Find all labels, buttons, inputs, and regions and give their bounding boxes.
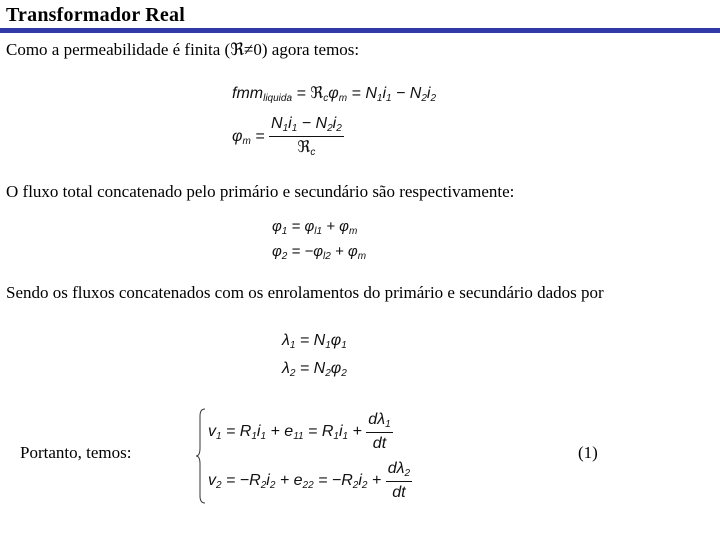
equation-phi2: $\varphi_2 = -\varphi_{l2} + \varphi_m$ [272, 243, 367, 262]
equation-fmm: $fmm_{liquida} = ℜ_c\varphi_m = N_1i_1 - N_2i_2$ [232, 85, 437, 104]
linkage-text: Sendo os fluxos concatenados com os enrolamentos do primário e secundário dados por [6, 283, 604, 302]
equation-lambda2: $\lambda_2 = N_2\varphi_2$ [282, 360, 347, 379]
equation-lambda1: $\lambda_1 = N_1\varphi_1$ [282, 332, 347, 351]
system-brace [196, 408, 206, 504]
intro-text: Como a permeabilidade é finita (ℜ≠0) agora temos: [6, 40, 360, 59]
equation-v1: $v_1 = R_1i_1 + e_{11} = R_1i_1$ + $\frac{d\lambda_1}{dt}$ [208, 411, 391, 452]
title-underline [0, 28, 720, 33]
equation-number: (1) [578, 443, 598, 462]
equation-v2: $v_2 = -R_2i_2 + e_{22} = -R_2i_2$ + $\frac{d\lambda_2}{dt}$ [208, 460, 411, 501]
conclusion-text: Portanto, temos: [20, 443, 132, 462]
flux-text: O fluxo total concatenado pelo primário e secundário são respectivamente: [6, 182, 515, 201]
slide-title: Transformador Real [6, 4, 185, 26]
equation-flux: $\varphi_m$ = $\frac{N_1i_1 - N_2i_2}{ℜ_c}$ [232, 115, 342, 158]
equation-phi1: $\varphi_1 = \varphi_{l1} + \varphi_m$ [272, 218, 358, 237]
